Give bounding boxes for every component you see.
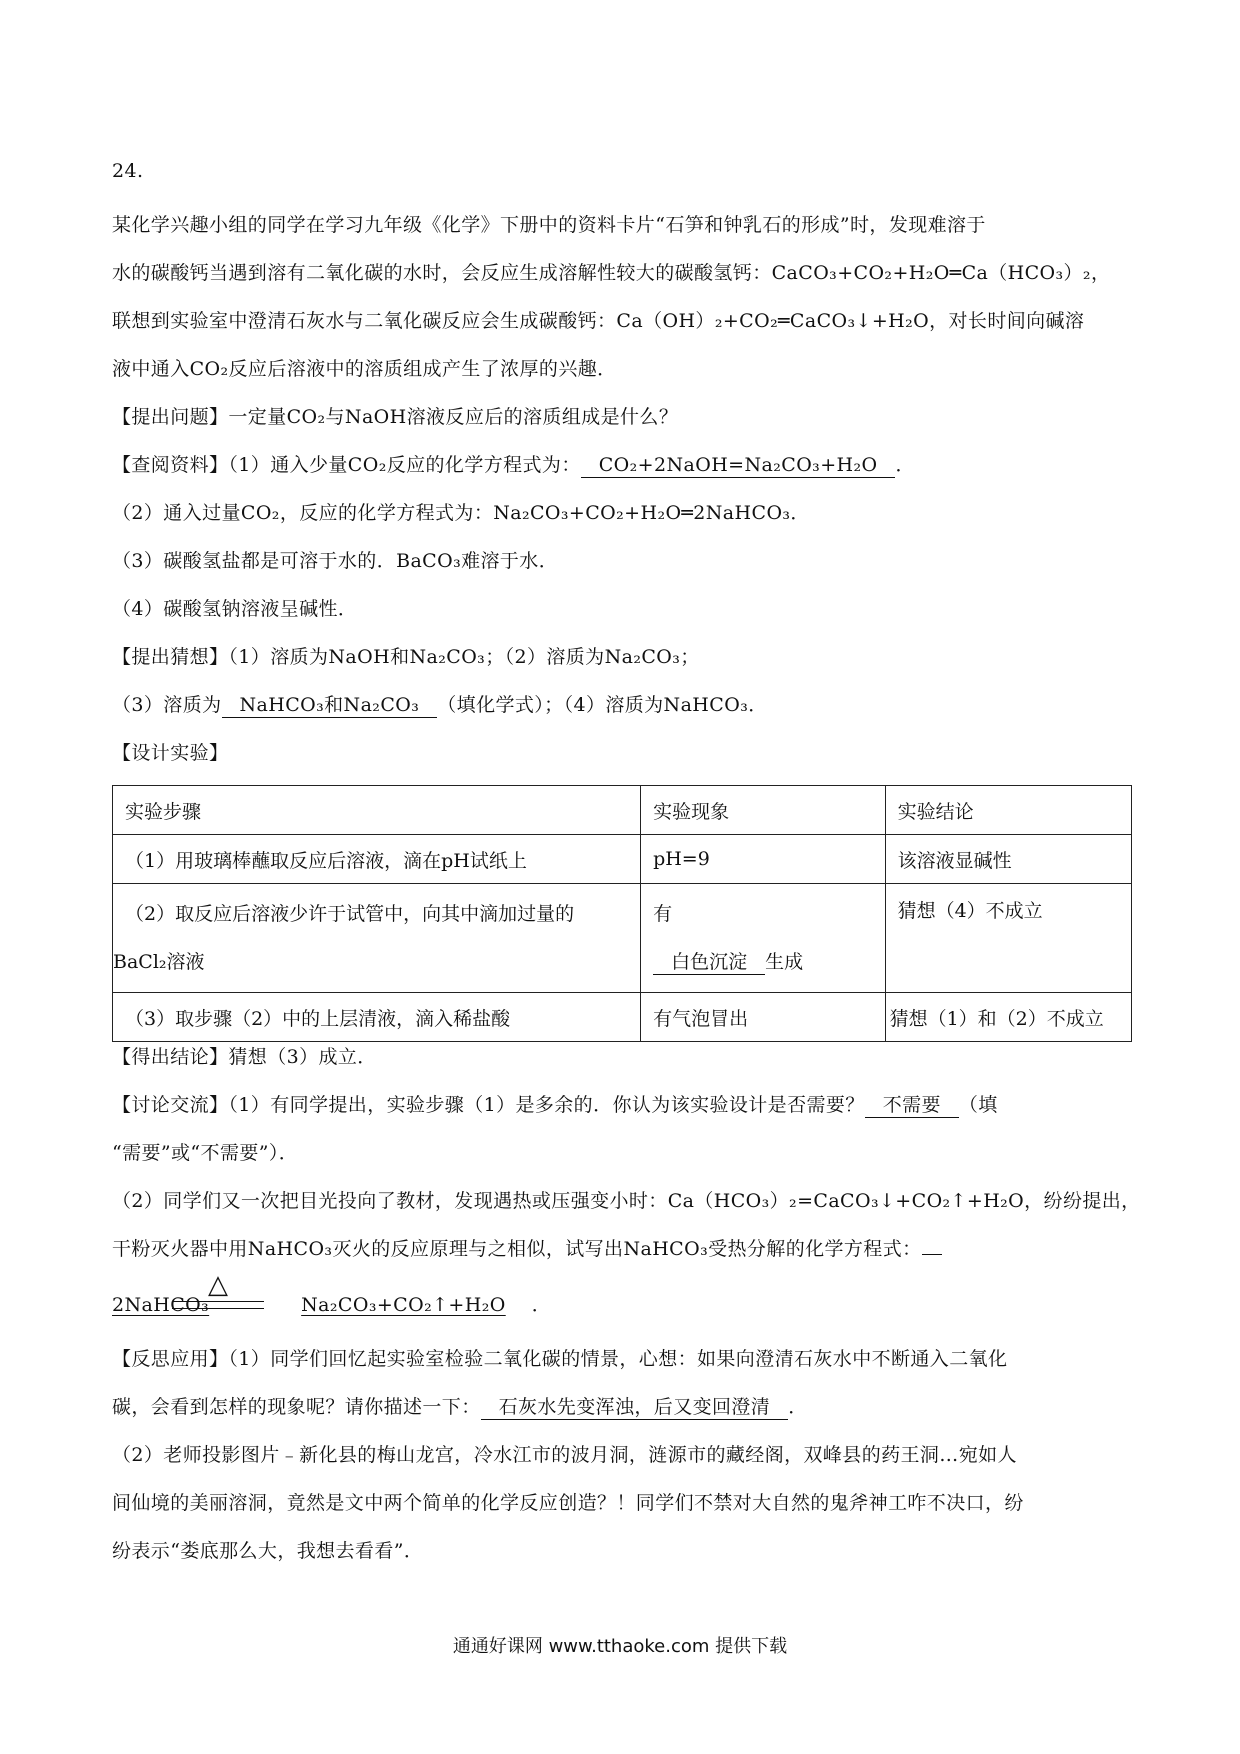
reflection-1-suffix: ． (788, 1396, 808, 1418)
table-cell-phenomenon (641, 884, 886, 993)
table-cell-phenomenon: 有气泡冒出 (641, 993, 886, 1042)
reference-line-1 (112, 450, 915, 478)
intro-line-3: 联想到实验室中澄清石灰水与二氧化碳反应会生成碳酸钙：Ca（OH）₂+CO₂═CaCO₃↓+H₂O，对长时间向碱溶 (112, 310, 1085, 332)
answer-blank-5-right: Na₂CO₃+CO₂↑+H₂O (301, 1294, 506, 1316)
table-cell-step (113, 884, 641, 993)
discussion-line-4 (112, 1234, 942, 1261)
intro-line-1: 某化学兴趣小组的同学在学习九年级《化学》下册中的资料卡片“石笋和钟乳石的形成”时，发现难溶于 (112, 214, 986, 236)
reference-line-4: （4）碳酸氢钠溶液呈碱性． (112, 598, 358, 620)
reference-line-2: （2）通入过量CO₂，反应的化学方程式为：Na₂CO₃+CO₂+H₂O═2NaHCO₃． (112, 502, 810, 524)
table-cell-phenomenon-line-1: 有 (653, 903, 673, 925)
answer-blank-6: 石灰水先变浑浊，后又变回澄清 (481, 1396, 789, 1420)
reference-1-suffix: ． (895, 454, 915, 476)
discussion-2-text: 干粉灭火器中用NaHCO₃灭火的反应原理与之相似，试写出NaHCO₃受热分解的化学方程式： (112, 1238, 922, 1260)
discussion-1-suffix: （填 (958, 1094, 998, 1116)
hypothesis-3-prefix: （3）溶质为 (112, 694, 222, 716)
reflection-line-2 (112, 1392, 808, 1420)
intro-line-4: 液中通入CO₂反应后溶液中的溶质组成产生了浓厚的兴趣． (112, 358, 617, 380)
delta-symbol: △ (208, 1270, 228, 1300)
table-header-cell: 实验现象 (641, 786, 886, 835)
reflection-1-prefix: 碳，会看到怎样的现象呢？请你描述一下： (112, 1396, 481, 1418)
hypothesis-line-1: 【提出猜想】（1）溶质为NaOH和Na₂CO₃；（2）溶质为Na₂CO₃； (112, 646, 700, 668)
question-number: 24. (112, 160, 144, 182)
table-cell-phenomenon-suffix: 生成 (765, 951, 804, 973)
intro-line-2: 水的碳酸钙当遇到溶有二氧化碳的水时，会反应生成溶解性较大的碳酸氢钙：CaCO₃+CO₂+H₂O═Ca（HCO₃）₂， (112, 262, 1111, 284)
answer-blank-3: 白色沉淀 (653, 951, 765, 975)
discussion-1-prefix: 【讨论交流】（1）有同学提出，实验步骤（1）是多余的．你认为该实验设计是否需要？ (112, 1094, 865, 1116)
conclusion-line: 【得出结论】猜想（3）成立． (112, 1046, 377, 1068)
table-cell-phenomenon: pH=9 (641, 835, 886, 884)
answer-blank-4: 不需要 (865, 1094, 959, 1118)
discussion-line-3: （2）同学们又一次把目光投向了教材，发现遇热或压强变小时：Ca（HCO₃）₂=CaCO₃↓+CO₂↑+H₂O，纷纷提出， (112, 1190, 1141, 1212)
discussion-2-suffix: ． (531, 1294, 552, 1316)
question-line: 【提出问题】一定量CO₂与NaOH溶液反应后的溶质组成是什么？ (112, 406, 679, 428)
discussion-answer-line (112, 1290, 551, 1317)
design-title: 【设计实验】 (112, 742, 229, 764)
reflection-line-1: 【反思应用】（1）同学们回忆起实验室检验二氧化碳的情景，心想：如果向澄清石灰水中不断通入二氧化 (112, 1348, 1008, 1370)
answer-blank-1: CO₂+2NaOH=Na₂CO₃+H₂O (581, 454, 896, 478)
hypothesis-3-suffix: （填化学式）；（4）溶质为NaHCO₃． (437, 694, 768, 716)
reference-line-3: （3）碳酸氢盐都是可溶于水的．BaCO₃难溶于水． (112, 550, 559, 572)
table-header-cell: 实验结论 (885, 786, 1131, 835)
table-cell-step: （1）用玻璃棒蘸取反应后溶液，滴在pH试纸上 (113, 835, 641, 884)
discussion-line-1 (112, 1090, 998, 1118)
table-row (113, 993, 1132, 1042)
page-footer: 通通好课网 www.tthaoke.com 提供下载 (452, 1636, 788, 1657)
table-cell-step-line-2: BaCl₂溶液 (113, 951, 205, 973)
table-row (113, 835, 1132, 884)
reflection-line-5: 纷表示“娄底那么大，我想去看看”． (112, 1540, 424, 1562)
answer-blank-5-left: 2NaHCO₃ (112, 1294, 210, 1316)
answer-blank-2: NaHCO₃和Na₂CO₃ (222, 694, 438, 718)
table-header-cell: 实验步骤 (113, 786, 641, 835)
table-cell-conclusion: 猜想（4）不成立 (885, 884, 1131, 993)
hypothesis-line-2 (112, 690, 768, 718)
answer-blank-5-start (922, 1254, 942, 1255)
reflection-line-4: 间仙境的美丽溶洞，竟然是文中两个简单的化学反应创造？！同学们不禁对大自然的鬼斧神工咋不决口，纷 (112, 1492, 1024, 1514)
table-cell-conclusion: 该溶液显碱性 (885, 835, 1131, 884)
table-header-row (113, 786, 1132, 835)
discussion-line-2: “需要”或“不需要”）． (112, 1142, 299, 1164)
table-row (113, 884, 1132, 993)
table-cell-conclusion: 猜想（1）和（2）不成立 (885, 993, 1131, 1042)
table-cell-step: （3）取步骤（2）中的上层清液，滴入稀盐酸 (113, 993, 641, 1042)
reference-1-prefix: 【查阅资料】（1）通入少量CO₂反应的化学方程式为： (112, 454, 581, 476)
reflection-line-3: （2）老师投影图片﹣新化县的梅山龙宫，冷水江市的波月洞，涟源市的藏经阁，双峰县的药王洞…宛如人 (112, 1444, 1017, 1466)
table-cell-step-line-1: （2）取反应后溶液少许于试管中，向其中滴加过量的 (125, 903, 575, 925)
experiment-table (112, 785, 1132, 1042)
